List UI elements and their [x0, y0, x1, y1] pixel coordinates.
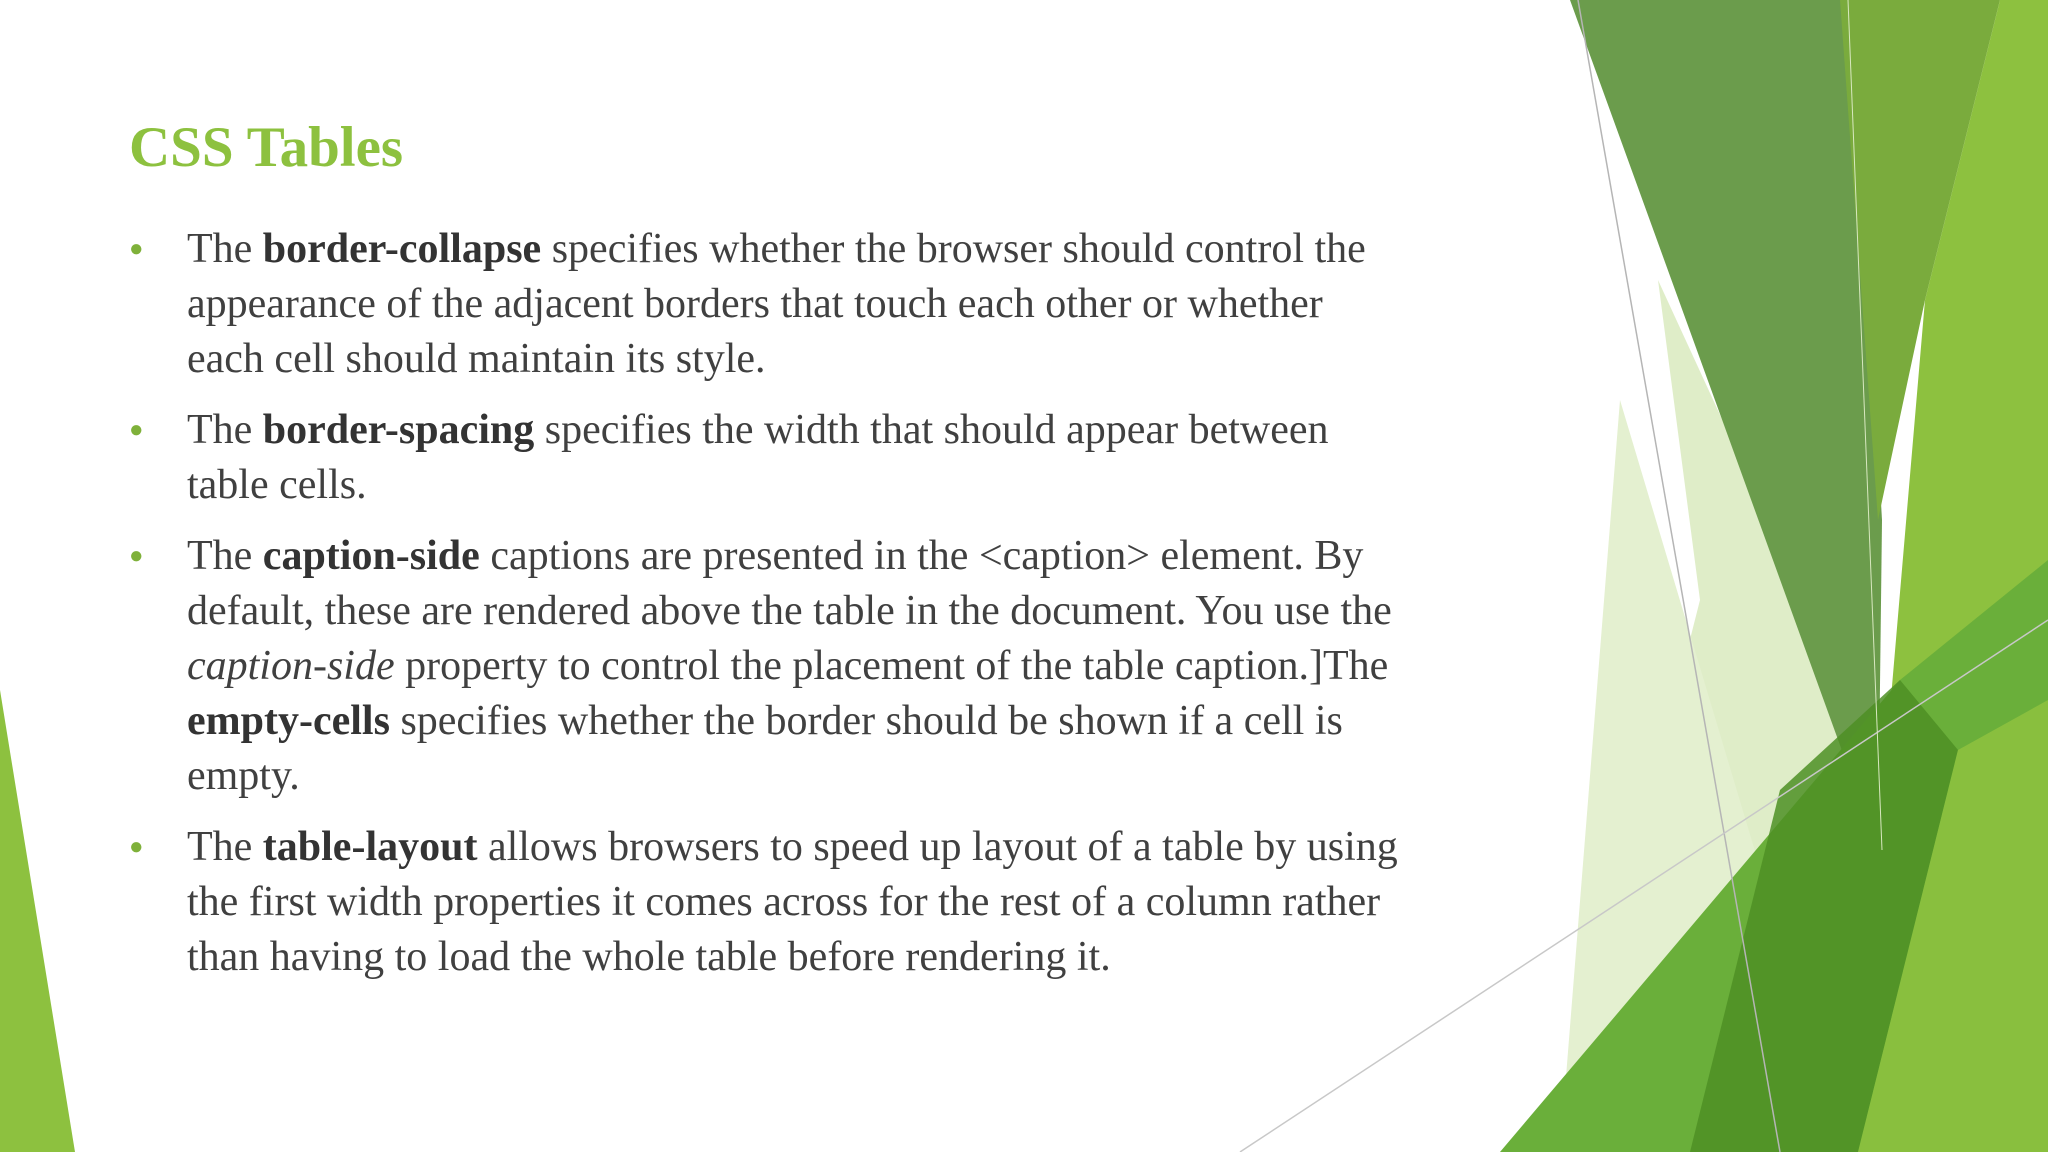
- bullet-text: [187, 533, 1392, 799]
- bullet-list: [129, 222, 1569, 1001]
- text-run: empty.: [187, 753, 300, 799]
- bullet-text: [187, 824, 1398, 980]
- text-run: allows browsers to speed up layout of a table by using: [477, 824, 1398, 870]
- text-run: appearance of the adjacent borders that touch each other or whether: [187, 281, 1323, 327]
- property-name: caption-side: [262, 533, 480, 579]
- property-name: table-layout: [262, 824, 478, 870]
- property-name: border-collapse: [262, 226, 542, 272]
- round-bullet-icon: ●: [129, 417, 144, 443]
- text-run: table cells.: [187, 462, 367, 508]
- slide-title: CSS Tables: [129, 116, 404, 179]
- left-accent-sliver: [0, 690, 75, 1152]
- text-run: specifies whether the browser should control the: [541, 226, 1366, 272]
- text-run: specifies the width that should appear between: [534, 407, 1329, 453]
- text-run: The: [187, 226, 263, 272]
- text-run: caption-side: [187, 643, 395, 689]
- text-run: each cell should maintain its style.: [187, 336, 766, 382]
- bullet-item-table-layout: [129, 820, 1569, 985]
- round-bullet-icon: ●: [129, 834, 144, 860]
- property-name: empty-cells: [187, 698, 390, 744]
- text-run: The: [187, 824, 263, 870]
- text-run: The: [187, 533, 263, 579]
- text-run: the first width properties it comes across for the rest of a column rather: [187, 879, 1381, 925]
- text-run: specifies whether the border should be shown if a cell is: [389, 698, 1343, 744]
- bullet-item-caption-side: [129, 529, 1569, 804]
- bullet-item-border-spacing: [129, 403, 1569, 513]
- bullet-item-border-collapse: [129, 222, 1569, 387]
- text-run: than having to load the whole table before rendering it.: [187, 934, 1111, 980]
- text-run: The: [187, 407, 263, 453]
- text-run: captions are presented in the <caption> element. By: [479, 533, 1364, 579]
- text-run: default, these are rendered above the table in the document. You use the: [187, 588, 1392, 634]
- round-bullet-icon: ●: [129, 543, 144, 569]
- text-run: property to control the placement of the table caption.]The: [394, 643, 1389, 689]
- bullet-text: [187, 226, 1366, 382]
- round-bullet-icon: ●: [129, 236, 144, 262]
- property-name: border-spacing: [262, 407, 535, 453]
- bullet-text: [187, 407, 1329, 508]
